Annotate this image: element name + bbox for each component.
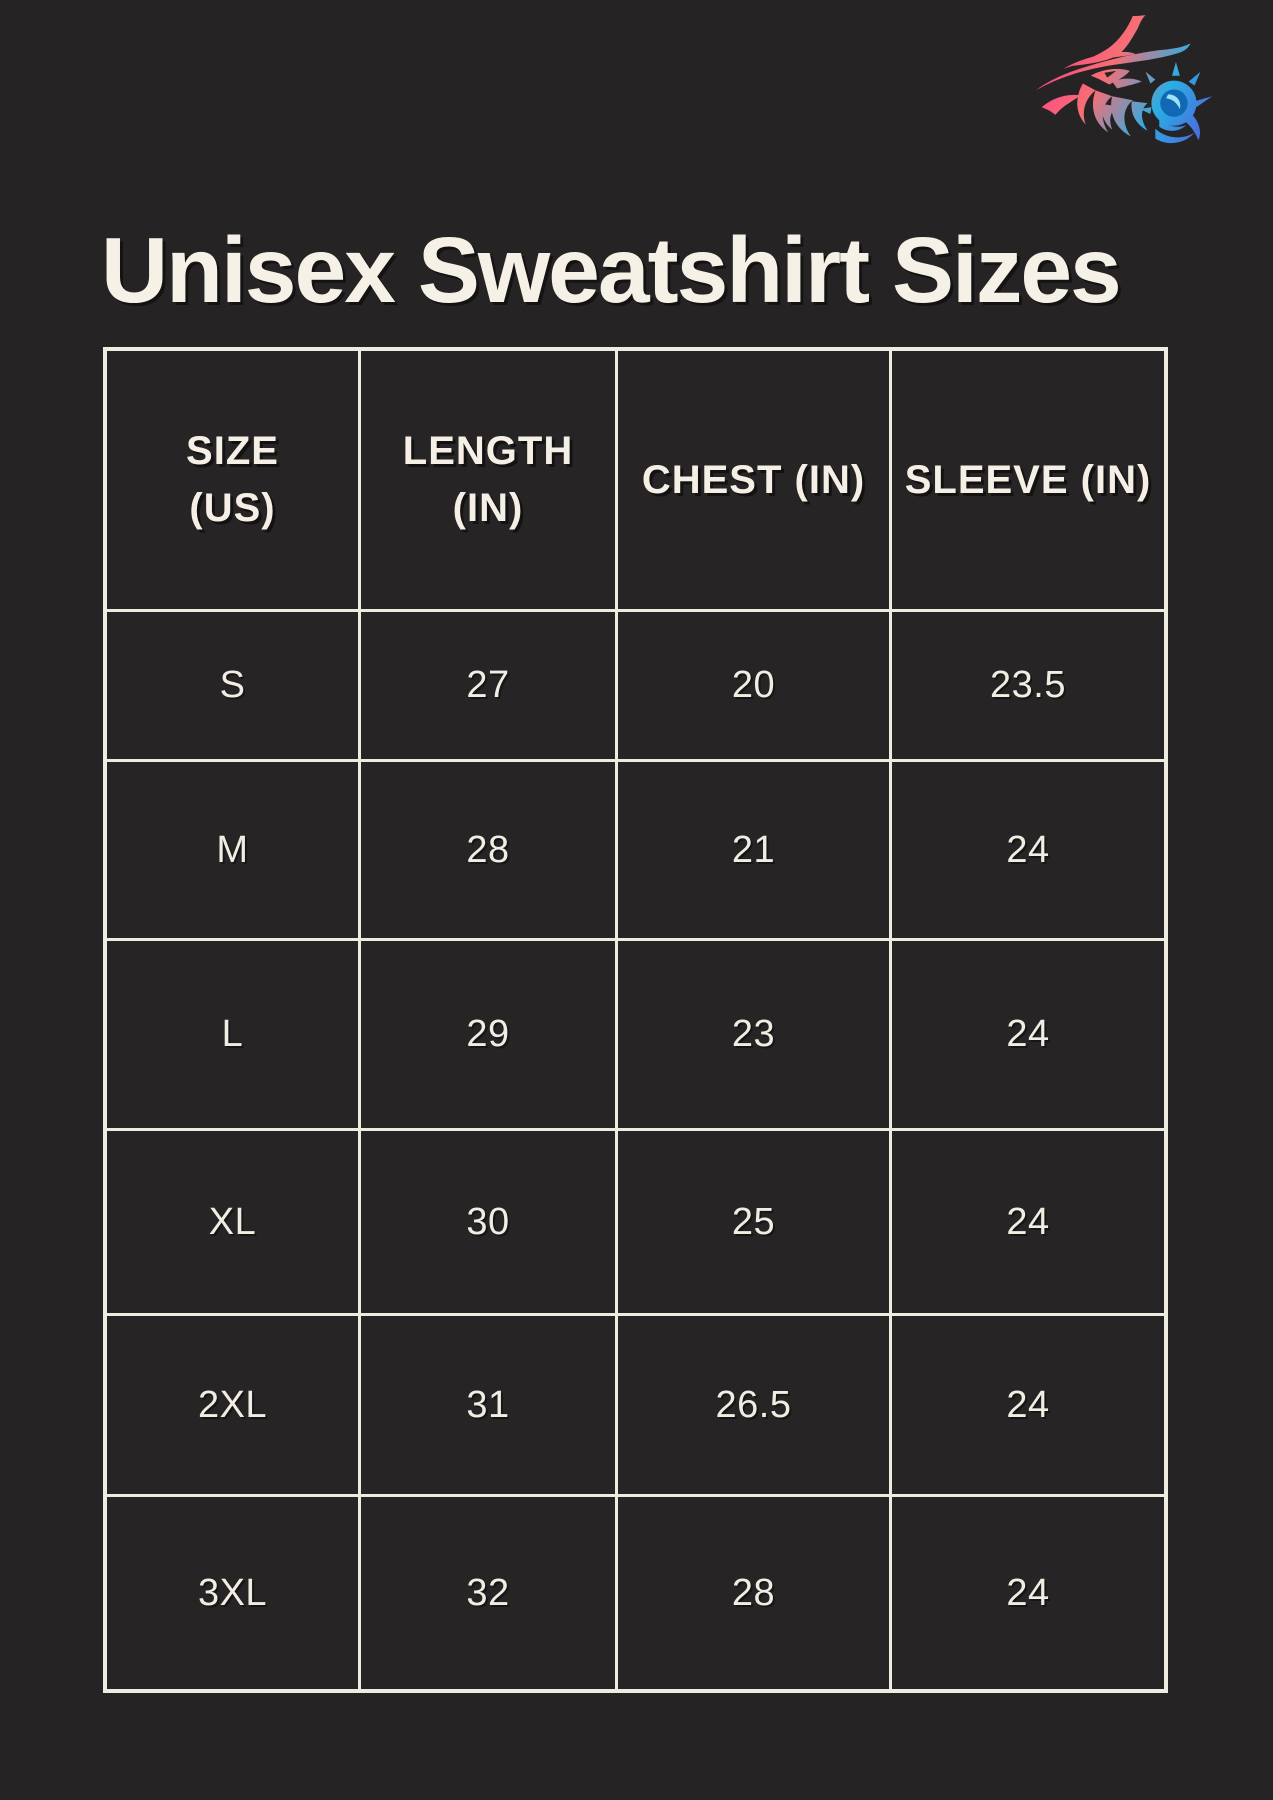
cell-sleeve: 24 [892, 1497, 1164, 1689]
header-line: LENGTH [402, 429, 574, 473]
cell-length: 31 [361, 1316, 615, 1494]
header-line: SLEEVE (IN) [904, 457, 1152, 502]
cell-length: 29 [361, 941, 615, 1128]
cell-sleeve: 24 [892, 762, 1164, 938]
cell-chest: 25 [618, 1131, 889, 1313]
cell-size: L [107, 941, 358, 1128]
cell-size: XL [107, 1131, 358, 1313]
header-line: (US) [189, 486, 276, 530]
column-header-size [107, 351, 358, 609]
header-line: SIZE [186, 429, 279, 473]
page-title: Unisex Sweatshirt Sizes [101, 218, 1120, 322]
header-line: (IN) [452, 486, 524, 530]
column-header-length [361, 351, 615, 609]
cell-size: M [107, 762, 358, 938]
wizard-logo [1033, 13, 1213, 160]
cell-sleeve: 24 [892, 1131, 1164, 1313]
cell-chest: 23 [618, 941, 889, 1128]
cell-length: 28 [361, 762, 615, 938]
size-chart-table [103, 347, 1168, 1693]
cell-length: 27 [361, 612, 615, 759]
cell-size: 2XL [107, 1316, 358, 1494]
cell-sleeve: 23.5 [892, 612, 1164, 759]
cell-sleeve: 24 [892, 1316, 1164, 1494]
cell-chest: 21 [618, 762, 889, 938]
cell-size: 3XL [107, 1497, 358, 1689]
cell-length: 30 [361, 1131, 615, 1313]
cell-size: S [107, 612, 358, 759]
column-header-sleeve [892, 351, 1164, 609]
cell-chest: 20 [618, 612, 889, 759]
cell-sleeve: 24 [892, 941, 1164, 1128]
cell-chest: 28 [618, 1497, 889, 1689]
wizard-logo-icon [1033, 13, 1213, 160]
column-header-chest [618, 351, 889, 609]
cell-chest: 26.5 [618, 1316, 889, 1494]
header-line: CHEST (IN) [641, 457, 866, 502]
cell-length: 32 [361, 1497, 615, 1689]
